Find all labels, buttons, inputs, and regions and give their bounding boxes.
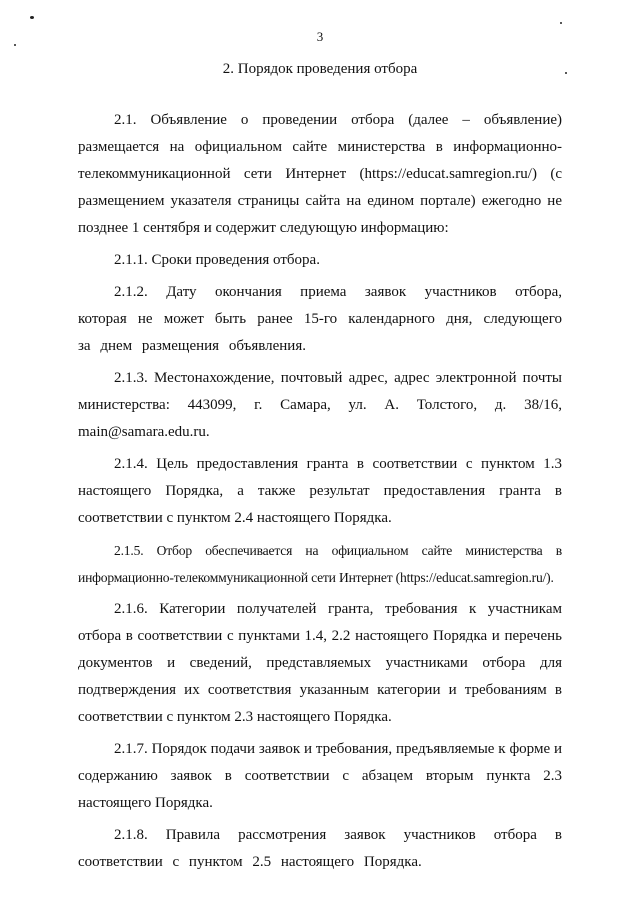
scan-speck <box>30 16 34 19</box>
paragraph-2-1: 2.1. Объявление о проведении отбора (далее – объявление) размещается на официальном сайте министерства в информационно-телекоммуникационной сети Интернет (https://educat.samregion.ru/) (с размещением указателя страницы сайта на едином портале) ежегодно не позднее 1 сентября и содержит следующую информацию: <box>78 112 562 236</box>
section-title: 2. Порядок проведения отбора <box>222 61 418 77</box>
paragraph-2-1-5: 2.1.5. Отбор обеспечивается на официальном сайте министерства в информационно-телекоммуникационной сети Интернет (https://educat.samregion.ru/). <box>78 543 562 585</box>
paragraph-2-1-6: 2.1.6. Категории получателей гранта, требования к участникам отбора в соответствии с пунктами 1.4, 2.2 настоящего Порядка и перечень документов и сведений, представляемых участниками отбора для подтверждения их соответствия указанным категории и требованиям в соответствии с пунктом 2.3 настоящего Порядка. <box>78 601 562 725</box>
scan-speck <box>560 22 562 24</box>
document-body <box>78 107 562 876</box>
paragraph-2-1-3: 2.1.3. Местонахождение, почтовый адрес, адрес электронной почты министерства: 443099, г. Самара, ул. А. Толстого, д. 38/16, main@samara.edu.ru. <box>78 370 562 440</box>
paragraph-2-1-8: 2.1.8. Правила рассмотрения заявок участников отбора в соответствии с пунктом 2.5 настоящего Порядка. <box>78 827 562 870</box>
paragraph-2-1-7: 2.1.7. Порядок подачи заявок и требования, предъявляемые к форме и содержанию заявок в соответствии с абзацем вторым пункта 2.3 настоящего Порядка. <box>78 741 562 811</box>
paragraph-2-1-1: 2.1.1. Сроки проведения отбора. <box>114 252 320 268</box>
paragraph-2-1-4: 2.1.4. Цель предоставления гранта в соответствии с пунктом 1.3 настоящего Порядка, а также результат предоставления гранта в соответствии с пунктом 2.4 настоящего Порядка. <box>78 456 562 526</box>
paragraph-2-1-2: 2.1.2. Дату окончания приема заявок участников отбора, которая не может быть ранее 15-го календарного дня, следующего за днем размещения объявления. <box>78 284 562 354</box>
page-number: 3 <box>316 29 324 44</box>
